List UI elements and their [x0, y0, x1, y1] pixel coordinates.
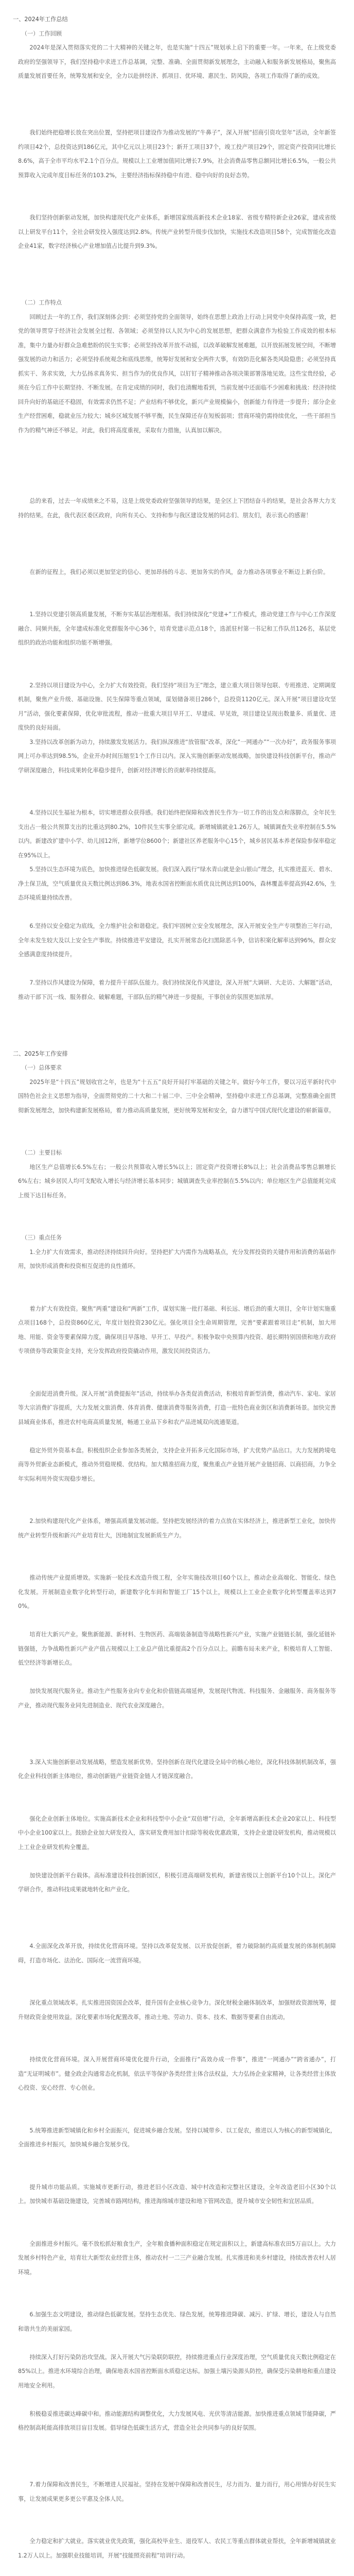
paragraph: 2.加快构建现代化产业体系，增强高质量发展动能。坚持把发展经济的着力点放在实体经济上，推进新型工业化，加快传统产业转型升级和新兴产业培育壮大，因地制宜发展新质生产力。: [18, 1518, 336, 1539]
paragraph: 全面促进消费升级。深入开展“消费提振年”活动，持续举办各类促消费活动，积极培育新型消费，推动汽车、家电、家居等大宗消费扩容提质，大力发展文旅消费、体育消费、健康消费等服务消费，打造一批特色商业街区和消费新场景。加快完善县域商业体系，推进农村电商高质量发展，畅通工业品下乡和农产品进城双向流通渠道。: [18, 1390, 336, 1426]
paragraph: 地区生产总值增长6.5%左右；一般公共预算收入增长5%以上；固定资产投资增长8%以上；社会消费品零售总额增长6%左右；城乡居民人均可支配收入增长与经济增长基本同步；城镇调查失业率控制在5.5%以内；单位地区生产总值能耗完成上级下达目标任务。: [18, 1163, 336, 1199]
paragraph: 着力扩大有效投资。聚焦“两重”建设和“两新”工作，谋划实施一批打基础、利长远、增后劲的重大项目，全年计划实施重点项目168个，总投资860亿元，年度计划投资230亿元。强化项目全生命周期管理，完善“要素跟着项目走”机制，加大用地、用能、资金等要素保障力度，确保项目早落地、早开工、早投产。积极争取中央预算内投资、超长期特别国债和地方政府专项债券等政策资金支持，充分发挥政府投资撬动作用，激发民间投资活力。: [18, 1305, 336, 1354]
paragraph: 2024年是深入贯彻落实党的二十大精神的关键之年，也是实施“十四五”规划承上启下的重要一年。一年来，在上级党委政府的坚强领导下，我们坚持稳中求进工作总基调，完整、准确、全面贯彻新发展理念，主动融入和服务新发展格局，聚焦高质量发展首要任务，统筹发展和安全，全力以赴拼经济、抓项目、优环境、惠民生、防风险，各项工作取得了新的成效。: [18, 44, 336, 79]
subsection-heading: （三）重点任务: [21, 1234, 62, 1241]
paragraph: 3.坚持以改革创新为动力，持续激发发展活力。我们纵深推进“放管服”改革，深化“一网通办”“一次办好”，政务服务事项网上可办率达到98.5%，企业开办时间压缩至1个工作日以内。深入实施创新驱动发展战略，加快建设科技创新平台，推动产学研深度融合，科技成果转化率稳步提升，创新对经济增长的贡献率持续提高。: [18, 738, 336, 774]
paragraph: 6.坚持以安全稳定为底线，全力维护社会和谐稳定。我们牢固树立安全发展理念，深入开展安全生产专项整治三年行动，全年未发生较大及以上安全生产事故。持续推进平安建设，扎实开展常态化扫黑除恶斗争，信访积案化解率达到96%，群众安全感满意度持续提升。: [18, 923, 336, 958]
paragraph: 推动传统产业提质增效。实施新一轮技术改造升级工程，全年实施技改项目60个以上，推动企业高端化、智能化、绿色化发展。开展制造业数字化转型行动，新建数字化车间和智能工厂15个以上，规模以上工业企业数字化转型覆盖率达到70%。: [18, 1574, 336, 1609]
paragraph: 加快建设创新平台载体。高标准建设科技创新园区，积极引进高端研发机构，新建省级以上创新平台10个以上。深化产学研合作，推动科技成果就地转化和产业化。: [18, 1872, 336, 1893]
paragraph-spacer: [0, 664, 354, 679]
paragraph-spacer: [0, 2294, 354, 2308]
section-heading: 二、2025年工作安排: [13, 1050, 68, 1057]
paragraph: 7.着力保障和改善民生，不断增进人民福祉。坚持在发展中保障和改善民生，尽力而为、量力而行，用心用情办好民生实事，让发展成果更多更公平惠及全体人民。: [18, 2481, 336, 2502]
paragraph: 5.统筹推进新型城镇化和乡村全面振兴，促进城乡融合发展。坚持以城带乡、以工促农，推进以人为核心的新型城镇化，全面推进乡村振兴，加快城乡融合发展步伐。: [18, 2127, 336, 2148]
paragraph: 2.坚持以项目建设为中心，全力扩大有效投资。我们坚持“项目为王”理念，建立重大项目领导包联、专班推进、定期调度机制，聚焦产业升级、基础设施、民生保障等重点领域，谋划储备项目286个，总投资1120亿元。深入开展“项目建设攻坚月”活动，强化要素保障，优化审批流程，推动一批重大项目早开工、早建成、早见效，项目建设呈现出数量多、质量优、进度快的良好局面。: [18, 682, 336, 731]
paragraph: 4.坚持以民生福祉为根本，切实增进群众获得感。我们始终把保障和改善民生作为一切工作的出发点和落脚点，全年民生支出占一般公共预算支出的比重达到80.2%，10件民生实事全部完成。新增城镇就业1.26万人，城镇调查失业率控制在5.5%以内。新建改扩建中小学、幼儿园12所，新增学位8600个；新建社区养老服务中心15个，城乡居民基本养老保险参保率稳定在95%以上。: [18, 809, 336, 859]
paragraph: 1.坚持以党建引领高质量发展，不断夯实基层治理根基。我们持续深化“党建+”工作模式，推动党建工作与中心工作深度融合、同频共振，全年建成标准化党群服务中心36个，培育党建示范点18个，选派驻村第一书记和工作队员126名，基层党组织的政治功能和组织功能不断增强。: [18, 611, 336, 646]
paragraph-spacer: [0, 1217, 354, 1231]
paragraph-spacer: [0, 1500, 354, 1515]
paragraph: 7.坚持以作风建设为保障，着力提升干部队伍能力。我们持续深化作风建设，深入开展“大调研、大走访、大解题”活动，推动干部下沉一线、服务群众、破解难题，干部队伍的精气神进一步提振，干事创业的氛围更加浓厚。: [18, 979, 336, 1001]
paragraph-spacer: [0, 1132, 354, 1146]
paragraph: 加快发展现代服务业。推动生产性服务业向专业化和价值链高端延伸，发展现代物流、科技服务、金融服务、商务服务等产业，推动现代服务业同先进制造业、现代农业深度融合。: [18, 1688, 336, 1709]
paragraph: 3.深入实施创新驱动发展战略，塑造发展新优势。坚持创新在现代化建设全局中的核心地位，深化科技体制机制改革，强化企业科技创新主体地位，推动创新链产业链资金链人才链深度融合。: [18, 1758, 336, 1780]
paragraph: 全面推进乡村振兴。毫不放松抓好粮食生产，全年粮食播种面积稳定在规定面积以上，新建高标准农田5万亩以上。大力发展乡村特色产业，培育壮大新型农业经营主体，推动农村一二三产业融合发展。扎实推进和美乡村建设，持续改善农村人居环境。: [18, 2240, 336, 2276]
paragraph: 我们始终把稳增长放在突出位置，坚持把项目建设作为推动发展的“牛鼻子”，深入开展“招商引资攻坚年”活动，全年新签约项目42个，总投资达到186亿元，其中亿元以上项目23个；新开工项目37个，竣工投产项目29个，固定资产投资同比增长8.6%，高于全市平均水平2.1个百分点。规模以上工业增加值同比增长7.9%，社会消费品零售总额同比增长6.5%，一般公共预算收入完成年度目标任务的103.2%，主要经济指标保持稳中有进、稳中向好的良好态势。: [18, 129, 336, 179]
paragraph: 5.坚持以生态环境为底色，加快推进绿色低碳发展。我们深入践行“绿水青山就是金山银山”理念，扎实推进蓝天、碧水、净土保卫战，空气质量优良天数比例达到86.3%，地表水国省控断面水质优良比例达到100%，森林覆盖率提高到42.6%，生态环境质量持续改善。: [18, 866, 336, 901]
subsection-heading: （一）总体要求: [21, 1064, 62, 1071]
paragraph-spacer: [0, 792, 354, 806]
paragraph: 总的来看，过去一年成绩来之不易，这是上级党委政府坚强领导的结果，是全区上下团结奋斗的结果，是社会各界大力支持的结果。在此，我代表区委区政府，向所有关心、支持和参与我区建设发展的同志们、朋友们，表示衷心的感谢！: [18, 498, 336, 519]
paragraph: 强化企业创新主体地位。实施高新技术企业和科技型中小企业“双倍增”行动，全年新增高新技术企业20家以上、科技型中小企业100家以上。鼓励企业加大研发投入，落实研发费用加计扣除等税收优惠政策，支持企业建设研发机构，推动规模以上工业企业研发机构全覆盖。: [18, 1815, 336, 1851]
paragraph: 稳定外贸外资基本盘。积极组织企业参加各类展会，支持企业开拓多元化国际市场，扩大优势产品出口。大力发展跨境电商等外贸新业态新模式，推动外贸稳规模、优结构。加大精准招商力度，聚焦重点产业链开展产业链招商、以商招商，力争全年实际利用外资实现稳步增长。: [18, 1447, 336, 1482]
paragraph: 积极稳妥推进碳达峰碳中和。推动能源结构调整优化，大力发展风电、光伏等清洁能源。加快推进重点领域节能降碳，严格控制高耗能高排放项目盲目发展。倡导绿色低碳生活方式，营造全社会共同参与的良好氛围。: [18, 2410, 336, 2431]
paragraph: 1.全力扩大有效需求，推动经济持续回升向好。坚持把扩大内需作为战略基点，充分发挥投资的关键作用和消费的基础作用，加快形成消费和投资相互促进的良性循环。: [18, 1248, 336, 1269]
paragraph-spacer: [0, 2109, 354, 2124]
paragraph-spacer: [0, 282, 354, 296]
paragraph: 持续优化营商环境。深入开展营商环境优化提升行动，全面推行“高效办成一件事”，推进“一网通办”“跨省通办”，打造“无证明城市”。健全政企沟通常态化机制，依法平等保护各类经营主体合法权益，大力弘扬企业家精神，让各类经营主体放心投资、安心经营、专心创业。: [18, 2056, 336, 2091]
paragraph: 全力稳定和扩大就业。落实就业优先政策，强化高校毕业生、退役军人、农民工等重点群体就业帮扶，全年新增城镇就业1.2万人以上。加强职业技能培训，开展“技能照亮前程”培训行动。: [18, 2538, 336, 2559]
paragraph: 2025年是“十四五”规划收官之年，也是为“十五五”良好开局打牢基础的关键之年。做好今年工作，要以习近平新时代中国特色社会主义思想为指导，全面贯彻党的二十大和二十届二中、三中全会精神，坚持稳中求进工作总基调，完整准确全面贯彻新发展理念，加快构建新发展格局，着力推动高质量发展，更好统筹发展和安全，奋力谱写中国式现代化建设的崭新篇章。: [18, 1078, 336, 1114]
paragraph-spacer: [0, 1032, 354, 1047]
section-heading: 一、2024年工作总结: [13, 16, 68, 23]
paragraph-spacer: [0, 2464, 354, 2478]
paragraph: 我们坚持创新驱动发展，加快构建现代化产业体系，新增国家级高新技术企业18家、省级专精特新企业26家，建成省级以上研发平台11个，全社会研发投入强度达到2.8%。传统产业转型升级步伐加快，实施技术改造项目58个，完成智能化改造企业41家，数字经济核心产业增加值占比提升到9.3%。: [18, 214, 336, 249]
paragraph: 在新的征程上，我们必须以更加坚定的信心、更加昂扬的斗志、更加务实的作风，奋力推动各项事业不断迈上新台阶。: [29, 568, 329, 575]
paragraph: 提升城市功能品质。实施城市更新行动，推进老旧小区改造、城中村改造和完整社区建设，全年改造老旧小区30个以上。加快城市基础设施建设，完善城市路网结构，推进海绵城市建设和地下管网改造，提升城市安全韧性和宜居品质。: [18, 2183, 336, 2205]
paragraph-spacer: [0, 1925, 354, 1940]
paragraph: 深化重点领域改革。扎实推进国资国企改革，提升国有企业核心竞争力。深化财税金融体制改革，加强财政资源统筹，提升财政资金使用效益。深化要素市场化配置改革，推动土地、劳动力、资本、技术、数据等要素自由流动。: [18, 1999, 336, 2021]
subsection-heading: （一）工作回顾: [21, 30, 62, 37]
paragraph: 6.加强生态文明建设，推动绿色低碳发展。坚持生态优先、绿色发展，统筹推进降碳、减污、扩绿、增长，建设人与自然和谐共生的美丽家园。: [18, 2311, 336, 2332]
subsection-heading: （二）主要目标: [21, 1149, 62, 1156]
paragraph: 培育壮大新兴产业。聚焦新能源、新材料、生物医药、高端装备制造等战略性新兴产业，实施产业链链长制，强化延链补链强链，力争战略性新兴产业产值占规模以上工业总产值比重提高2个百分点以上。前瞻布局未来产业，积极培育人工智能、低空经济等新增长点。: [18, 1631, 336, 1666]
paragraph-spacer: [0, 1741, 354, 1755]
paragraph: 持续深入打好污染防治攻坚战。深入开展大气污染联防联控，持续推进重点行业深度治理，空气质量优良天数比例稳定在85%以上。推进水环境综合治理，确保地表水国省控断面水质稳定达标。加强土壤污染源头防控，确保受污染耕地和重点建设用地安全利用。: [18, 2353, 336, 2389]
subsection-heading: （二）工作特点: [21, 299, 62, 306]
paragraph-spacer: [0, 594, 354, 608]
paragraph: 回顾过去一年的工作，我们深刻体会到：必须坚持党的全面领导，始终在思想上政治上行动上同党中央保持高度一致，把党的领导贯穿于经济社会发展全过程、各领域；必须坚持以人民为中心的发展思想，把群众满意作为检验工作成效的根本标准，集中力量办好群众急难愁盼的民生实事；必须坚持改革开放不动摇，以改革破解发展难题，以开放拓展发展空间，不断增强发展的动力和活力；必须坚持系统观念和底线思维，统筹好发展和安全两件大事，有效防范化解各类风险隐患；必须坚持真抓实干、务求实效，大力弘扬求真务实、担当作为的优良作风，以钉钉子精神推动各项决策部署落地见效。这些宝贵经验，必须在今后工作中长期坚持、不断发展。在肯定成绩的同时，我们也清醒地看到，当前发展中还面临不少困难和挑战：经济持续回升向好的基础还不稳固，有效需求仍然不足；产业结构不够优化，新兴产业规模偏小，创新能力有待进一步提升；部分企业生产经营困难，稳就业压力较大；城乡区域发展不够平衡，民生保障还存在短板弱项；营商环境仍需持续优化，一些干部担当作为的精气神还不够足。对此，我们将高度重视，采取有力措施，认真加以解决。: [18, 313, 336, 434]
paragraph: 4.全面深化改革开放，持续优化营商环境。坚持以改革促发展、以开放促创新，着力破除制约高质量发展的体制机制障碍，打造市场化、法治化、国际化一流营商环境。: [18, 1943, 336, 1964]
